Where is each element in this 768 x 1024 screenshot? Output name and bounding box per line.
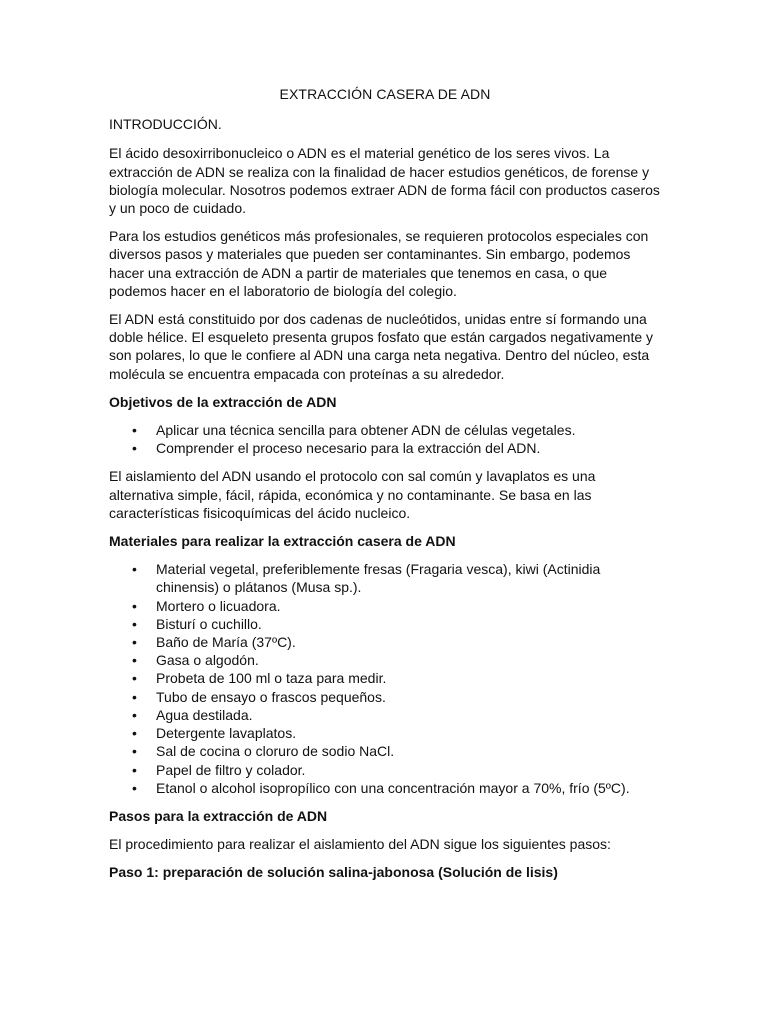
bullet-icon: • <box>132 761 137 778</box>
materials-list <box>109 560 661 797</box>
list-item-text: Detergente lavaplatos. <box>156 725 297 742</box>
steps-heading: Pasos para la extracción de ADN <box>109 807 328 824</box>
bullet-icon: • <box>132 422 137 439</box>
list-item <box>109 439 661 457</box>
list-item-text: Mortero o licuadora. <box>156 597 281 614</box>
bullet-icon: • <box>132 725 137 742</box>
bullet-icon: • <box>132 743 137 760</box>
list-item <box>109 688 661 706</box>
materials-heading: Materiales para realizar la extracción casera de ADN <box>109 533 456 550</box>
list-item <box>109 761 661 779</box>
step1-heading: Paso 1: preparación de solución salina-jabonosa (Solución de lisis) <box>109 864 558 881</box>
bullet-icon: • <box>132 597 137 614</box>
steps-intro: El procedimiento para realizar el aislamiento del ADN sigue los siguientes pasos: <box>109 836 611 853</box>
isolation-paragraph: El aislamiento del ADN usando el protocolo con sal común y lavaplatos es una alternativa simple, fácil, rápida, económica y no contaminante. Se basa en las características fisicoquímicas del ácido nucleico. <box>109 468 596 521</box>
list-item-text: Comprender el proceso necesario para la extracción del ADN. <box>156 440 541 457</box>
list-item-text: Bisturí o cuchillo. <box>156 615 262 632</box>
list-item-text: Gasa o algodón. <box>156 652 259 669</box>
bullet-icon: • <box>132 634 137 651</box>
list-item-text: Baño de María (37ºC). <box>156 634 296 651</box>
list-item <box>109 669 661 687</box>
list-item <box>109 615 661 633</box>
list-item <box>109 706 661 724</box>
bullet-icon: • <box>132 688 137 705</box>
document-title: EXTRACCIÓN CASERA DE ADN <box>279 86 491 102</box>
intro-paragraph-3: El ADN está constituido por dos cadenas de nucleótidos, unidas entre sí formando una doble hélice. El esqueleto presenta grupos fosfato que están cargados negativamente y son polares, lo que le confiere al ADN una carga neta negativa. Dentro del núcleo, esta molécula se encuentra empacada con proteínas a su alrededor. <box>109 311 654 382</box>
list-item <box>109 651 661 669</box>
list-item <box>109 597 661 615</box>
intro-heading: INTRODUCCIÓN. <box>109 116 222 133</box>
list-item-text: Agua destilada. <box>156 706 253 723</box>
intro-paragraph-1: El ácido desoxirribonucleico o ADN es el material genético de los seres vivos. La extracción de ADN se realiza con la finalidad de hacer estudios genéticos, de forense y biología molecular. Nosotros podemos extraer ADN de forma fácil con productos caseros y un poco de cuidado. <box>109 145 660 217</box>
bullet-icon: • <box>132 440 137 457</box>
list-item <box>109 742 661 760</box>
list-item-text: Material vegetal, preferiblemente fresas (Fragaria vesca), kiwi (Actinidia chinensis) o plátanos (Musa sp.). <box>156 561 601 596</box>
bullet-icon: • <box>132 561 137 578</box>
list-item <box>109 779 661 797</box>
objectives-heading: Objetivos de la extracción de ADN <box>109 393 337 410</box>
bullet-icon: • <box>132 779 137 796</box>
bullet-icon: • <box>132 706 137 723</box>
list-item-text: Papel de filtro y colador. <box>156 761 306 778</box>
list-item <box>109 724 661 742</box>
list-item <box>109 633 661 651</box>
list-item-text: Etanol o alcohol isopropílico con una concentración mayor a 70%, frío (5ºC). <box>156 779 630 796</box>
list-item-text: Aplicar una técnica sencilla para obtener ADN de células vegetales. <box>156 422 576 439</box>
list-item-text: Sal de cocina o cloruro de sodio NaCl. <box>156 743 395 760</box>
bullet-icon: • <box>132 670 137 687</box>
list-item <box>109 560 661 596</box>
objectives-list <box>109 421 661 457</box>
list-item-text: Probeta de 100 ml o taza para medir. <box>156 670 387 687</box>
bullet-icon: • <box>132 652 137 669</box>
list-item <box>109 421 661 439</box>
bullet-icon: • <box>132 615 137 632</box>
intro-paragraph-2: Para los estudios genéticos más profesionales, se requieren protocolos especiales con diversos pasos y materiales que pueden ser contaminantes. Sin embargo, podemos hacer una extracción de ADN a partir de materiales que tenemos en casa, o que podemos hacer en el laboratorio de biología del colegio. <box>109 228 649 299</box>
document-page <box>109 85 661 892</box>
list-item-text: Tubo de ensayo o frascos pequeños. <box>156 688 386 705</box>
